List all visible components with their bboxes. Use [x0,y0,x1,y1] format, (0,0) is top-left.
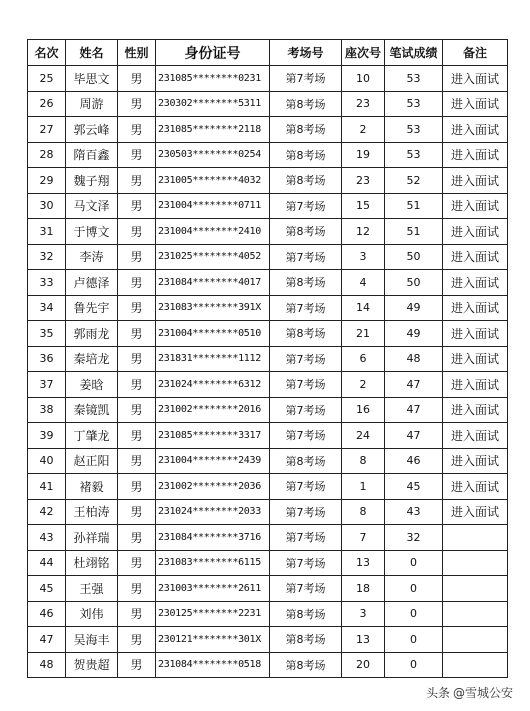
cell-exam-room: 第8考场 [270,270,342,296]
header-row [28,40,508,66]
cell-note [443,601,508,627]
table-row [28,423,508,449]
cell-note: 进入面试 [443,372,508,398]
cell-seat: 8 [342,499,385,525]
cell-written-score: 53 [385,117,443,143]
table-row [28,576,508,602]
cell-name: 周游 [66,91,118,117]
cell-exam-room: 第7考场 [270,372,342,398]
cell-exam-room: 第7考场 [270,423,342,449]
cell-exam-room: 第7考场 [270,346,342,372]
cell-seat: 24 [342,423,385,449]
cell-name: 隋百鑫 [66,142,118,168]
cell-gender: 男 [118,244,156,270]
table-row [28,627,508,653]
cell-id-number: 231083********391X [156,295,270,321]
cell-written-score: 51 [385,193,443,219]
cell-seat: 8 [342,448,385,474]
cell-rank: 37 [28,372,66,398]
cell-exam-room: 第8考场 [270,168,342,194]
cell-seat: 13 [342,627,385,653]
cell-rank: 35 [28,321,66,347]
table-row [28,168,508,194]
cell-written-score: 47 [385,372,443,398]
cell-exam-room: 第7考场 [270,576,342,602]
cell-exam-room: 第7考场 [270,397,342,423]
cell-note: 进入面试 [443,91,508,117]
cell-note: 进入面试 [443,474,508,500]
cell-exam-room: 第8考场 [270,142,342,168]
cell-id-number: 231083********6115 [156,550,270,576]
cell-gender: 男 [118,346,156,372]
cell-name: 于博文 [66,219,118,245]
cell-name: 马文泽 [66,193,118,219]
cell-gender: 男 [118,193,156,219]
cell-gender: 男 [118,219,156,245]
cell-gender: 男 [118,474,156,500]
watermark-author: @雪城公安 [452,686,513,700]
header-rank: 名次 [28,40,66,66]
cell-rank: 38 [28,397,66,423]
cell-rank: 36 [28,346,66,372]
cell-rank: 41 [28,474,66,500]
cell-note [443,652,508,678]
cell-exam-room: 第7考场 [270,474,342,500]
cell-rank: 42 [28,499,66,525]
table-row [28,193,508,219]
cell-exam-room: 第7考场 [270,550,342,576]
table-row [28,91,508,117]
cell-seat: 15 [342,193,385,219]
cell-gender: 男 [118,91,156,117]
cell-rank: 26 [28,91,66,117]
cell-note: 进入面试 [443,244,508,270]
cell-id-number: 231084********3716 [156,525,270,551]
cell-note: 进入面试 [443,448,508,474]
cell-id-number: 231002********2036 [156,474,270,500]
cell-name: 秦培龙 [66,346,118,372]
cell-exam-room: 第8考场 [270,627,342,653]
cell-written-score: 47 [385,397,443,423]
cell-gender: 男 [118,601,156,627]
cell-seat: 14 [342,295,385,321]
cell-id-number: 231084********0518 [156,652,270,678]
cell-seat: 18 [342,576,385,602]
cell-written-score: 45 [385,474,443,500]
table-row [28,474,508,500]
cell-written-score: 32 [385,525,443,551]
cell-note: 进入面试 [443,142,508,168]
cell-gender: 男 [118,448,156,474]
cell-name: 秦镜凯 [66,397,118,423]
cell-note [443,525,508,551]
table-row [28,397,508,423]
table-body [28,66,508,678]
cell-exam-room: 第7考场 [270,499,342,525]
cell-gender: 男 [118,627,156,653]
cell-seat: 20 [342,652,385,678]
cell-gender: 男 [118,397,156,423]
table-row [28,270,508,296]
cell-id-number: 231084********4017 [156,270,270,296]
cell-id-number: 231004********2410 [156,219,270,245]
cell-seat: 2 [342,372,385,398]
cell-rank: 25 [28,66,66,92]
cell-id-number: 231004********0510 [156,321,270,347]
table-row [28,550,508,576]
table-row [28,346,508,372]
cell-note: 进入面试 [443,397,508,423]
cell-id-number: 231025********4052 [156,244,270,270]
cell-written-score: 0 [385,627,443,653]
cell-note: 进入面试 [443,321,508,347]
cell-seat: 16 [342,397,385,423]
cell-exam-room: 第8考场 [270,321,342,347]
cell-gender: 男 [118,66,156,92]
table-row [28,142,508,168]
cell-rank: 39 [28,423,66,449]
table-row [28,499,508,525]
cell-exam-room: 第7考场 [270,525,342,551]
cell-id-number: 231831********1112 [156,346,270,372]
table-header [28,40,508,66]
watermark [426,684,516,701]
cell-written-score: 0 [385,576,443,602]
cell-seat: 10 [342,66,385,92]
cell-name: 褚毅 [66,474,118,500]
cell-exam-room: 第8考场 [270,601,342,627]
cell-id-number: 231024********2033 [156,499,270,525]
cell-gender: 男 [118,270,156,296]
cell-id-number: 231085********3317 [156,423,270,449]
cell-rank: 31 [28,219,66,245]
cell-written-score: 0 [385,601,443,627]
cell-gender: 男 [118,372,156,398]
cell-seat: 1 [342,474,385,500]
cell-name: 毕思文 [66,66,118,92]
cell-note: 进入面试 [443,270,508,296]
table-row [28,448,508,474]
cell-note: 进入面试 [443,168,508,194]
cell-written-score: 48 [385,346,443,372]
cell-exam-room: 第7考场 [270,193,342,219]
cell-written-score: 52 [385,168,443,194]
cell-exam-room: 第7考场 [270,295,342,321]
cell-note: 进入面试 [443,346,508,372]
cell-name: 丁肇龙 [66,423,118,449]
cell-exam-room: 第7考场 [270,66,342,92]
header-id-number: 身份证号 [156,40,270,66]
cell-note: 进入面试 [443,193,508,219]
cell-name: 吴海丰 [66,627,118,653]
cell-rank: 47 [28,627,66,653]
table-row [28,525,508,551]
cell-id-number: 230302********5311 [156,91,270,117]
cell-name: 刘伟 [66,601,118,627]
cell-gender: 男 [118,525,156,551]
cell-seat: 3 [342,244,385,270]
cell-name: 杜翊铭 [66,550,118,576]
cell-rank: 45 [28,576,66,602]
table-row [28,652,508,678]
cell-rank: 46 [28,601,66,627]
cell-rank: 33 [28,270,66,296]
cell-note: 进入面试 [443,66,508,92]
table-row [28,321,508,347]
cell-note: 进入面试 [443,219,508,245]
header-written-score: 笔试成绩 [385,40,443,66]
score-table [27,39,508,678]
cell-exam-room: 第8考场 [270,117,342,143]
cell-name: 贺贵超 [66,652,118,678]
cell-gender: 男 [118,652,156,678]
header-exam-room: 考场号 [270,40,342,66]
cell-note: 进入面试 [443,423,508,449]
cell-gender: 男 [118,576,156,602]
cell-exam-room: 第8考场 [270,652,342,678]
table-row [28,117,508,143]
cell-rank: 30 [28,193,66,219]
cell-rank: 27 [28,117,66,143]
cell-gender: 男 [118,295,156,321]
cell-name: 鲁先宇 [66,295,118,321]
cell-rank: 34 [28,295,66,321]
cell-exam-room: 第8考场 [270,219,342,245]
cell-gender: 男 [118,117,156,143]
cell-name: 李涛 [66,244,118,270]
cell-rank: 32 [28,244,66,270]
cell-note: 进入面试 [443,499,508,525]
cell-seat: 4 [342,270,385,296]
cell-seat: 21 [342,321,385,347]
cell-id-number: 231004********2439 [156,448,270,474]
cell-id-number: 231085********0231 [156,66,270,92]
cell-seat: 23 [342,91,385,117]
cell-written-score: 0 [385,652,443,678]
cell-name: 卢德泽 [66,270,118,296]
cell-gender: 男 [118,423,156,449]
cell-seat: 12 [342,219,385,245]
cell-seat: 3 [342,601,385,627]
cell-seat: 2 [342,117,385,143]
header-seat: 座次号 [342,40,385,66]
cell-name: 郭雨龙 [66,321,118,347]
cell-exam-room: 第8考场 [270,91,342,117]
cell-written-score: 53 [385,142,443,168]
header-note: 备注 [443,40,508,66]
cell-note [443,627,508,653]
cell-written-score: 51 [385,219,443,245]
cell-rank: 43 [28,525,66,551]
table-row [28,66,508,92]
cell-note [443,576,508,602]
cell-written-score: 46 [385,448,443,474]
cell-id-number: 230503********0254 [156,142,270,168]
cell-seat: 7 [342,525,385,551]
cell-written-score: 47 [385,423,443,449]
cell-id-number: 231085********2118 [156,117,270,143]
table-row [28,244,508,270]
cell-exam-room: 第8考场 [270,448,342,474]
cell-seat: 13 [342,550,385,576]
cell-written-score: 50 [385,244,443,270]
cell-id-number: 231002********2016 [156,397,270,423]
cell-rank: 29 [28,168,66,194]
cell-gender: 男 [118,550,156,576]
cell-name: 王柏涛 [66,499,118,525]
cell-gender: 男 [118,321,156,347]
header-gender: 性别 [118,40,156,66]
cell-exam-room: 第7考场 [270,244,342,270]
cell-name: 魏子翔 [66,168,118,194]
cell-rank: 28 [28,142,66,168]
cell-rank: 44 [28,550,66,576]
cell-id-number: 231005********4032 [156,168,270,194]
cell-seat: 23 [342,168,385,194]
table-row [28,372,508,398]
cell-written-score: 49 [385,295,443,321]
header-name: 姓名 [66,40,118,66]
cell-note [443,550,508,576]
cell-id-number: 231004********0711 [156,193,270,219]
cell-written-score: 0 [385,550,443,576]
cell-name: 赵正阳 [66,448,118,474]
watermark-source: 头条 [425,686,450,700]
cell-note: 进入面试 [443,117,508,143]
cell-gender: 男 [118,499,156,525]
cell-id-number: 231003********2611 [156,576,270,602]
cell-seat: 6 [342,346,385,372]
cell-written-score: 43 [385,499,443,525]
cell-id-number: 230121********301X [156,627,270,653]
cell-id-number: 230125********2231 [156,601,270,627]
cell-seat: 19 [342,142,385,168]
cell-gender: 男 [118,142,156,168]
cell-id-number: 231024********6312 [156,372,270,398]
cell-note: 进入面试 [443,295,508,321]
cell-name: 姜晗 [66,372,118,398]
table-row [28,295,508,321]
cell-rank: 40 [28,448,66,474]
cell-rank: 48 [28,652,66,678]
table-row [28,601,508,627]
cell-name: 王强 [66,576,118,602]
cell-name: 孙祥瑞 [66,525,118,551]
cell-written-score: 49 [385,321,443,347]
table-row [28,219,508,245]
cell-written-score: 53 [385,91,443,117]
cell-name: 郭云峰 [66,117,118,143]
cell-written-score: 53 [385,66,443,92]
cell-written-score: 50 [385,270,443,296]
cell-gender: 男 [118,168,156,194]
